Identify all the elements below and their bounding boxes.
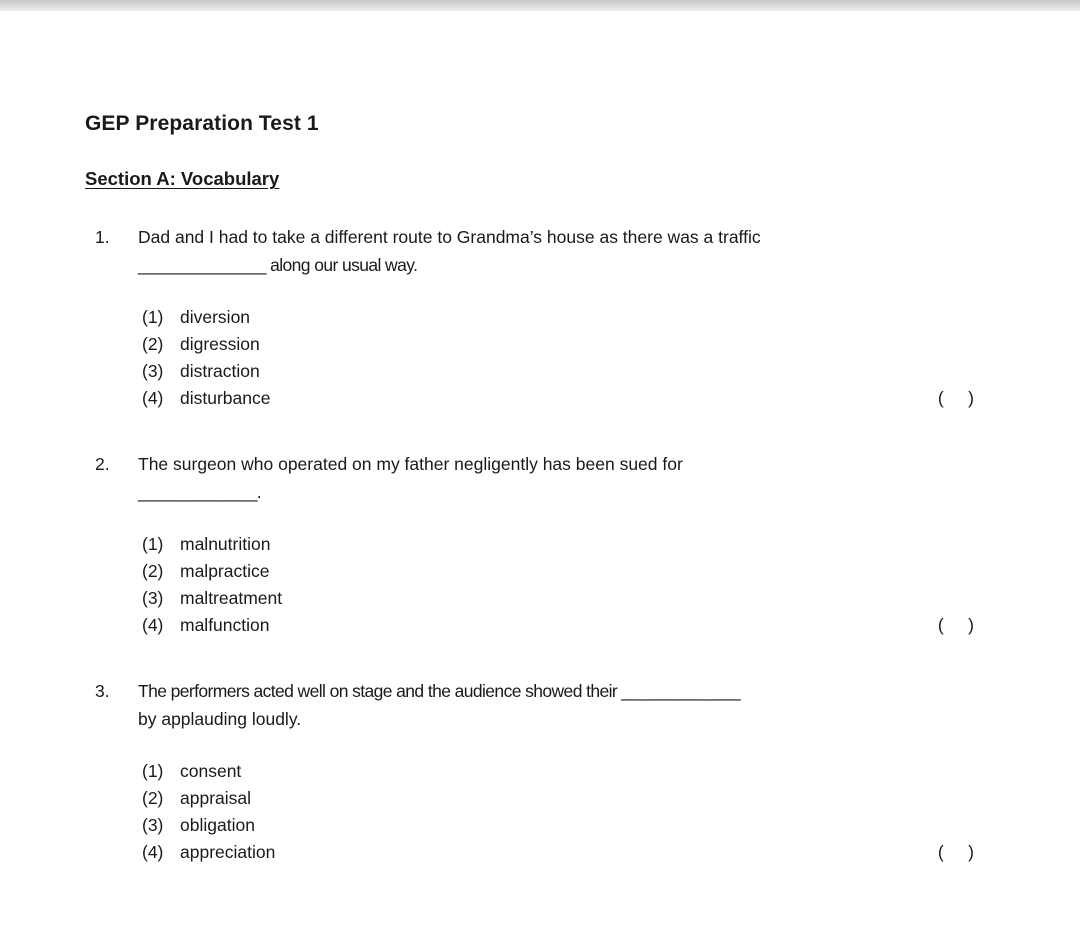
question-row	[85, 450, 995, 506]
answer-bracket[interactable]: ( )	[937, 388, 975, 409]
option-row[interactable]	[142, 612, 995, 639]
option-marker: (1)	[142, 307, 164, 328]
option-row[interactable]	[142, 358, 995, 385]
option-label: malpractice	[180, 561, 270, 582]
question-text	[138, 223, 958, 279]
option-marker: (4)	[142, 388, 164, 409]
option-row[interactable]	[142, 331, 995, 358]
answer-bracket[interactable]: ( )	[937, 842, 975, 863]
option-marker: (1)	[142, 534, 164, 555]
option-row[interactable]	[142, 585, 995, 612]
option-marker: (1)	[142, 761, 164, 782]
option-list	[85, 758, 995, 866]
option-label: appreciation	[180, 842, 276, 863]
viewer-top-chrome-bar	[0, 0, 1080, 11]
option-label: malnutrition	[180, 534, 271, 555]
document-content	[85, 111, 995, 866]
option-marker: (3)	[142, 588, 164, 609]
option-row[interactable]	[142, 785, 995, 812]
question-text-line-2: ______________ along our usual way.	[138, 255, 418, 276]
option-label: maltreatment	[180, 588, 283, 609]
option-row[interactable]	[142, 304, 995, 331]
option-label: digression	[180, 334, 260, 355]
question-block	[85, 677, 995, 866]
option-label: disturbance	[180, 388, 271, 409]
question-row	[85, 223, 995, 279]
page-title: GEP Preparation Test 1	[85, 112, 319, 135]
question-number: 2.	[95, 454, 110, 475]
document-page	[0, 11, 1080, 939]
question-row	[85, 677, 995, 733]
option-marker: (3)	[142, 815, 164, 836]
question-number: 1.	[95, 227, 110, 248]
option-marker: (2)	[142, 334, 164, 355]
option-marker: (4)	[142, 615, 164, 636]
question-text-line-1: Dad and I had to take a different route to Grandma’s house as there was a traffic	[138, 227, 761, 248]
question-block	[85, 450, 995, 639]
option-list	[85, 531, 995, 639]
question-text-line-2: by applauding loudly.	[138, 709, 302, 730]
answer-bracket[interactable]: ( )	[937, 615, 975, 636]
option-row[interactable]	[142, 758, 995, 785]
option-marker: (2)	[142, 561, 164, 582]
option-row[interactable]	[142, 531, 995, 558]
option-label: appraisal	[180, 788, 252, 809]
option-marker: (3)	[142, 361, 164, 382]
question-text-line-1: The surgeon who operated on my father negligently has been sued for	[138, 454, 683, 475]
option-label: diversion	[180, 307, 251, 328]
option-list	[85, 304, 995, 412]
question-text	[138, 677, 958, 733]
option-marker: (2)	[142, 788, 164, 809]
question-number: 3.	[95, 681, 110, 702]
option-row[interactable]	[142, 558, 995, 585]
option-label: distraction	[180, 361, 260, 382]
question-block	[85, 223, 995, 412]
question-text-line-1: The performers acted well on stage and the audience showed their _____________	[138, 681, 741, 702]
option-row[interactable]	[142, 839, 995, 866]
question-text-line-2: _____________.	[138, 482, 261, 503]
question-text	[138, 450, 958, 506]
option-row[interactable]	[142, 385, 995, 412]
option-row[interactable]	[142, 812, 995, 839]
option-label: consent	[180, 761, 242, 782]
option-marker: (4)	[142, 842, 164, 863]
option-label: obligation	[180, 815, 255, 836]
option-label: malfunction	[180, 615, 270, 636]
section-heading: Section A: Vocabulary	[85, 168, 280, 190]
